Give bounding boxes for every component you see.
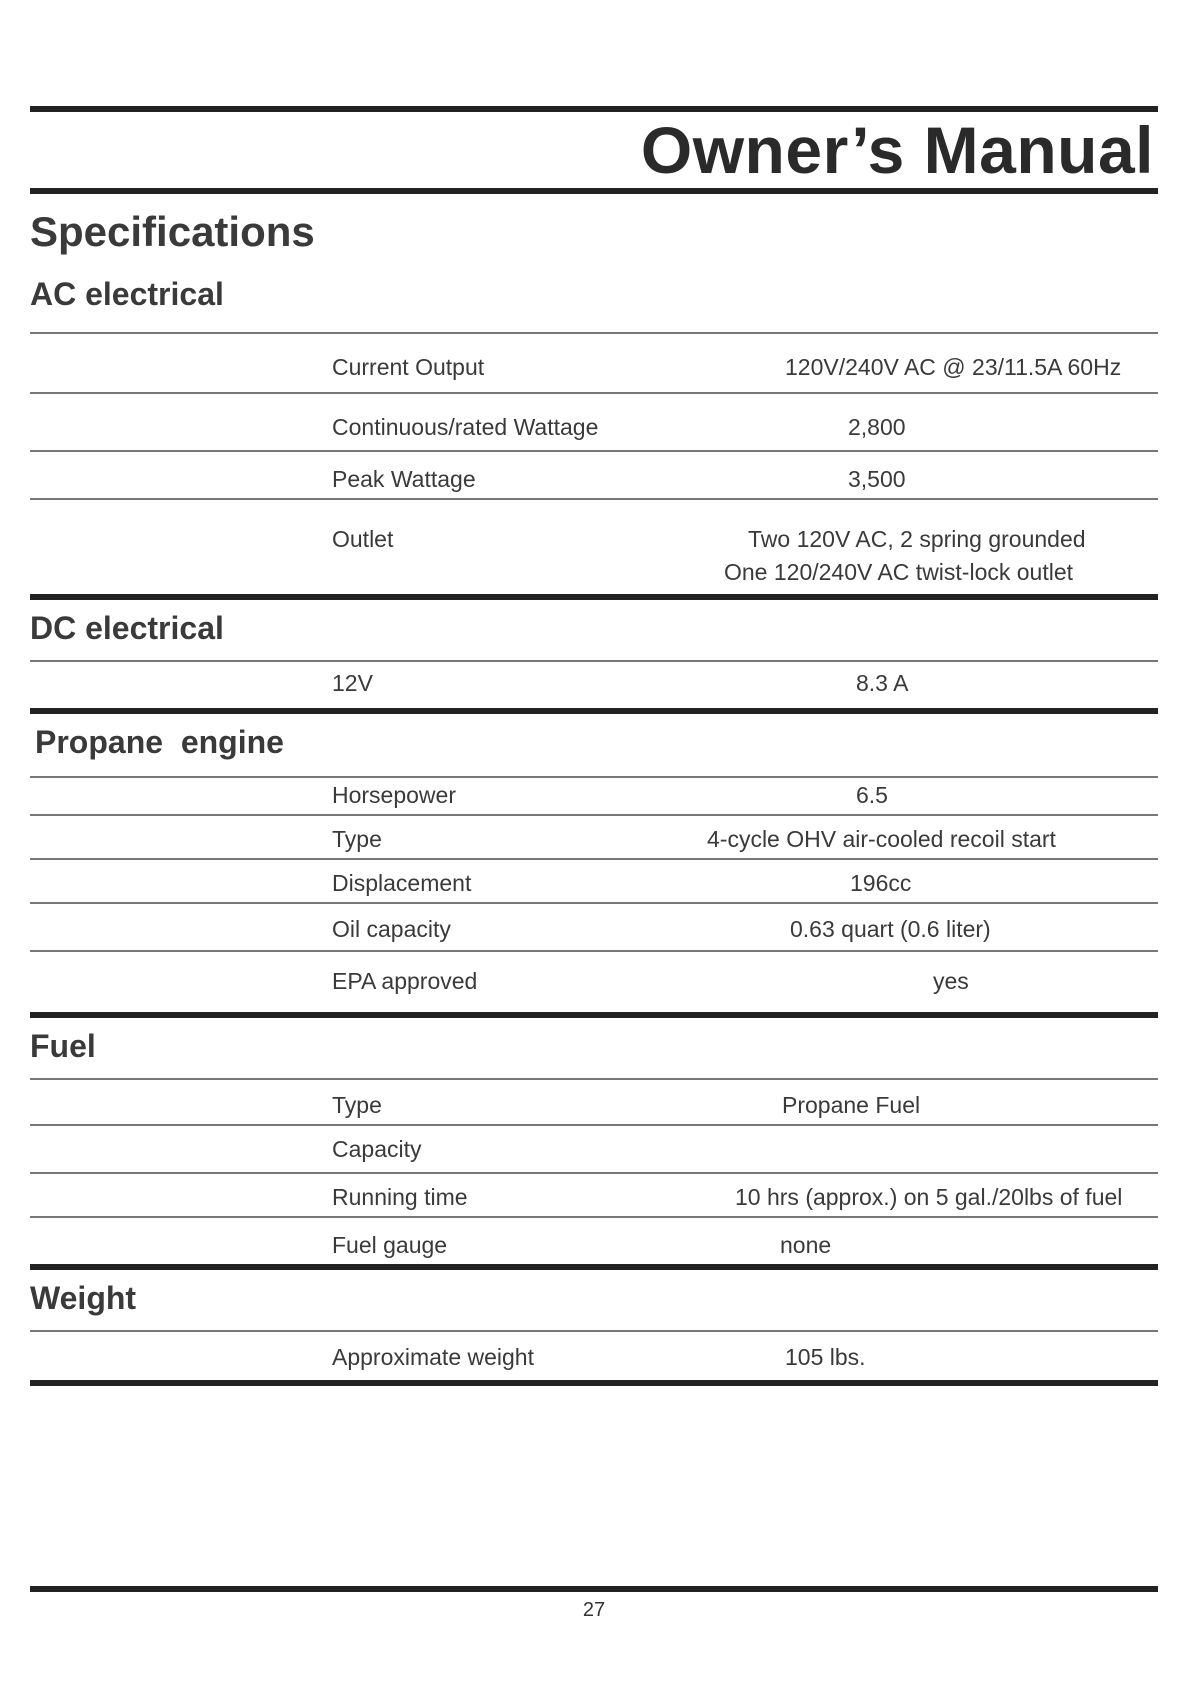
spec-value: 120V/240V AC @ 23/11.5A 60Hz — [785, 354, 1122, 380]
spec-label: EPA approved — [332, 968, 478, 994]
section-rule — [30, 708, 1158, 714]
spec-value: 8.3 A — [856, 670, 909, 696]
spec-label: Type — [332, 826, 382, 852]
row-divider — [30, 1172, 1158, 1174]
row-divider — [30, 498, 1158, 500]
spec-label: Capacity — [332, 1136, 422, 1162]
row-divider — [30, 1216, 1158, 1218]
spec-value: 0.63 quart (0.6 liter) — [790, 916, 991, 942]
row-divider — [30, 814, 1158, 816]
section-heading-ac: AC electrical — [30, 276, 224, 312]
spec-value: yes — [933, 968, 969, 994]
row-divider — [30, 1124, 1158, 1126]
spec-value: 6.5 — [856, 782, 888, 808]
spec-label: 12V — [332, 670, 373, 696]
page-title: Specifications — [30, 208, 315, 255]
section-heading-weight: Weight — [30, 1280, 137, 1316]
spec-label: Current Output — [332, 354, 485, 380]
spec-value-line2: One 120/240V AC twist-lock outlet — [724, 559, 1074, 585]
spec-label: Displacement — [332, 870, 472, 896]
section-rule — [30, 1264, 1158, 1270]
footer-rule — [30, 1586, 1158, 1592]
page-number: 27 — [582, 1599, 606, 1621]
spec-value: Propane Fuel — [782, 1092, 921, 1118]
section-heading-fuel: Fuel — [30, 1028, 96, 1064]
spec-label: Running time — [332, 1184, 468, 1210]
row-divider — [30, 392, 1158, 394]
row-divider — [30, 950, 1158, 952]
spec-label: Continuous/rated Wattage — [332, 414, 599, 440]
spec-label: Type — [332, 1092, 382, 1118]
section-rule — [30, 1380, 1158, 1386]
spec-label: Outlet — [332, 526, 394, 552]
spec-label: Approximate weight — [332, 1344, 534, 1370]
spec-value: 4-cycle OHV air-cooled recoil start — [707, 826, 1056, 852]
spec-value: 196cc — [850, 870, 912, 896]
row-divider — [30, 332, 1158, 334]
row-divider — [30, 660, 1158, 662]
spec-value: 3,500 — [848, 466, 906, 492]
row-divider — [30, 902, 1158, 904]
spec-value: Two 120V AC, 2 spring grounded — [748, 526, 1086, 552]
section-rule — [30, 1012, 1158, 1018]
header-rule-bottom — [30, 188, 1158, 194]
row-divider — [30, 858, 1158, 860]
spec-value: 2,800 — [848, 414, 906, 440]
spec-value: 10 hrs (approx.) on 5 gal./20lbs of fuel — [735, 1184, 1123, 1210]
section-heading-engine: Propane engine — [35, 724, 284, 760]
row-divider — [30, 1330, 1158, 1332]
spec-label: Horsepower — [332, 782, 456, 808]
row-divider — [30, 450, 1158, 452]
spec-label: Oil capacity — [332, 916, 451, 942]
spec-value: 105 lbs. — [785, 1344, 866, 1370]
section-rule — [30, 594, 1158, 600]
section-heading-dc: DC electrical — [30, 610, 224, 646]
row-divider — [30, 1078, 1158, 1080]
spec-value: none — [780, 1232, 832, 1258]
row-divider — [30, 776, 1158, 778]
spec-label: Peak Wattage — [332, 466, 476, 492]
spec-label: Fuel gauge — [332, 1232, 448, 1258]
manual-title: Owner’s Manual — [640, 113, 1154, 187]
